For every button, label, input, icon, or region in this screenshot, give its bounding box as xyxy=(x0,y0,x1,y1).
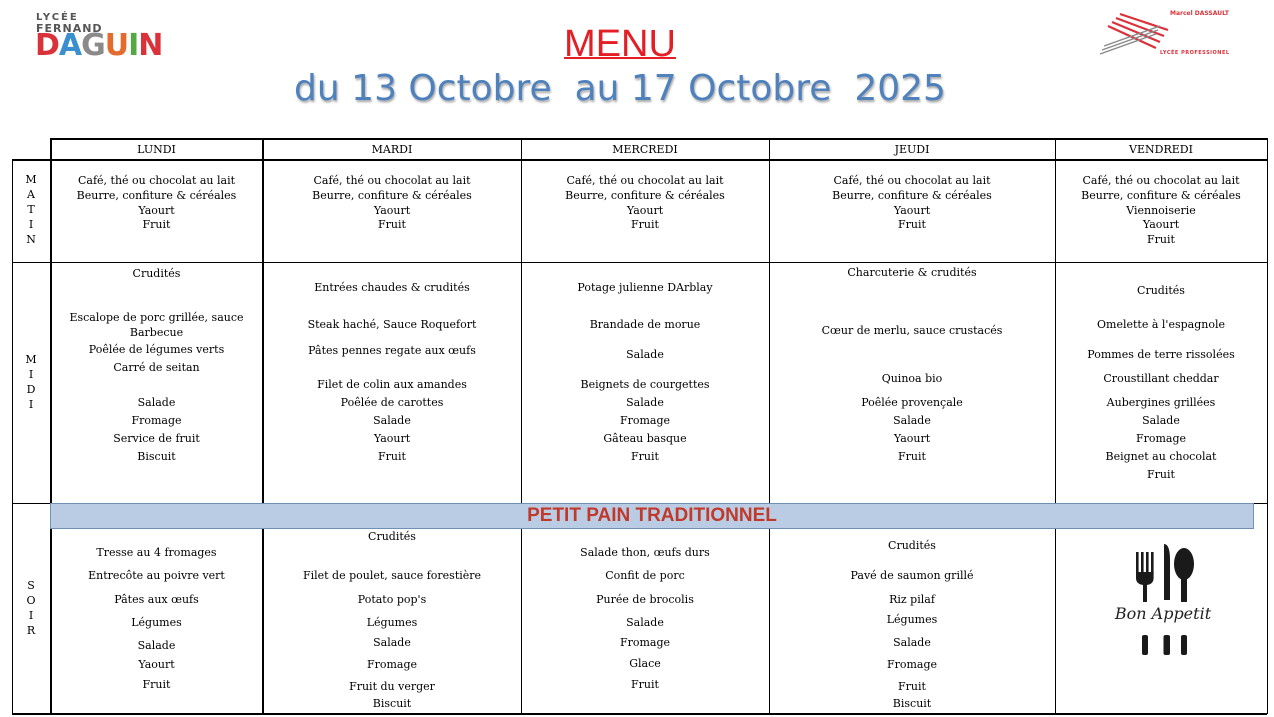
row-label-letter: R xyxy=(26,624,36,637)
midi-menu-item: Poêlée provençale xyxy=(861,396,963,409)
logo-lycee-pro: LYCÉE PROFESSIONEL xyxy=(1160,50,1230,56)
midi-menu-item: Beignet au chocolat xyxy=(1105,450,1217,463)
soir-menu-item: Fromage xyxy=(886,658,938,671)
matin-menu-item: Beurre, confiture & céréales xyxy=(565,189,725,202)
midi-menu-item: Cœur de merlu, sauce crustacés xyxy=(821,324,1003,337)
row-label-letter: I xyxy=(28,218,34,231)
midi-menu-item: Pommes de terre rissolées xyxy=(1087,348,1235,361)
matin-menu-item: Café, thé ou chocolat au lait xyxy=(566,174,724,187)
logo-letter: A xyxy=(58,28,82,63)
matin-menu-item: Yaourt xyxy=(1142,218,1180,231)
matin-menu-item: Café, thé ou chocolat au lait xyxy=(833,174,991,187)
matin-menu-item: Fruit xyxy=(378,218,406,231)
soir-menu-item: Riz pilaf xyxy=(889,593,935,606)
midi-menu-item: Beignets de courgettes xyxy=(580,378,710,391)
petit-pain-banner: PETIT PAIN TRADITIONNEL xyxy=(50,503,1254,529)
soir-menu-item: Biscuit xyxy=(372,697,412,710)
midi-menu-item: Salade xyxy=(137,396,176,409)
logo-letter: N xyxy=(138,28,163,63)
midi-menu-item: Potage julienne DArblay xyxy=(577,281,713,294)
midi-menu-item: Crudités xyxy=(132,267,181,280)
matin-menu-item: Beurre, confiture & céréales xyxy=(832,189,992,202)
soir-menu-item: Légumes xyxy=(886,613,938,626)
logo-letter: U xyxy=(104,28,129,63)
midi-menu-item: Brandade de morue xyxy=(589,318,701,331)
soir-menu-item: Pavé de saumon grillé xyxy=(850,569,974,582)
midi-menu-item: Steak haché, Sauce Roquefort xyxy=(307,318,477,331)
soir-menu-item: Confit de porc xyxy=(605,569,685,582)
soir-menu-item: Glace xyxy=(629,657,661,670)
soir-menu-item: Crudités xyxy=(368,530,416,543)
row-label-matin xyxy=(12,172,50,247)
row-label-letter: O xyxy=(26,594,36,607)
matin-menu-item: Beurre, confiture & céréales xyxy=(312,189,472,202)
midi-menu-item: Salade xyxy=(626,396,664,409)
logo-line-lycee: LYCÉE xyxy=(36,12,79,23)
day-header-lundi: LUNDI xyxy=(137,143,176,156)
row-label-letter: D xyxy=(26,383,36,396)
page-subtitle: du 13 Octobre au 17 Octobre 2025 xyxy=(294,68,946,109)
row-label-letter: S xyxy=(27,579,35,592)
grid-line xyxy=(50,138,1267,140)
soir-menu-item: Purée de brocolis xyxy=(596,593,694,606)
midi-menu-item: Poêlée de légumes verts xyxy=(88,343,225,356)
soir-menu-item: Salade thon, œufs durs xyxy=(580,546,710,559)
midi-menu-item: Crudités xyxy=(1137,284,1185,297)
grid-line xyxy=(1267,138,1268,714)
soir-menu-item: Pâtes aux œufs xyxy=(114,593,199,606)
soir-menu-item: Légumes xyxy=(366,616,418,629)
logo-dassault-name: Marcel DASSAULT xyxy=(1170,10,1230,17)
day-header-mercredi: MERCREDI xyxy=(612,143,678,156)
logo-line-fernand: FERNAND xyxy=(36,22,103,35)
soir-menu-item: Fruit du verger xyxy=(349,680,435,693)
row-label-letter: T xyxy=(27,203,35,216)
matin-menu-item: Yaourt xyxy=(138,204,175,217)
midi-menu-item: Fruit xyxy=(378,450,406,463)
midi-menu-item: Croustillant cheddar xyxy=(1103,372,1219,385)
midi-menu-item: Gâteau basque xyxy=(603,432,687,445)
logo-letter: G xyxy=(81,28,105,63)
grid-line xyxy=(12,262,1267,263)
midi-menu-item: Salade xyxy=(373,414,411,427)
midi-menu-item: Fromage xyxy=(1135,432,1187,445)
row-label-midi xyxy=(12,352,50,412)
midi-menu-item: Entrées chaudes & crudités xyxy=(314,281,470,294)
midi-menu-item: Yaourt xyxy=(893,432,931,445)
midi-menu-item: Salade xyxy=(626,348,664,361)
midi-menu-item: Service de fruit xyxy=(113,432,200,445)
row-label-letter: M xyxy=(25,173,37,186)
matin-menu-item: Fruit xyxy=(898,218,926,231)
midi-menu-item: Biscuit xyxy=(137,450,176,463)
logo-letter: D xyxy=(35,28,59,63)
midi-menu-item: Carré de seitan xyxy=(113,361,200,374)
row-label-letter: N xyxy=(26,233,36,246)
day-header-jeudi: JEUDI xyxy=(894,143,930,156)
soir-menu-item: Salade xyxy=(893,636,931,649)
midi-menu-item: Fruit xyxy=(631,450,659,463)
logo-letter: I xyxy=(128,28,139,63)
midi-menu-item: Fruit xyxy=(1147,468,1175,481)
soir-menu-item: Fruit xyxy=(898,680,926,693)
cutlery-icon xyxy=(1110,540,1216,660)
midi-menu-item: Salade xyxy=(893,414,931,427)
midi-menu-item: Quinoa bio xyxy=(881,372,943,385)
matin-menu-item: Yaourt xyxy=(373,204,411,217)
row-label-letter: I xyxy=(28,398,34,411)
matin-menu-item: Fruit xyxy=(1147,233,1175,246)
midi-menu-item: Yaourt xyxy=(373,432,411,445)
midi-menu-item: Aubergines grillées xyxy=(1106,396,1216,409)
soir-menu-item: Salade xyxy=(626,616,664,629)
bon-appetit-text: Bon Appetit xyxy=(1114,604,1212,623)
grid-line xyxy=(12,713,1267,715)
row-label-letter: A xyxy=(27,188,35,201)
matin-menu-item: Yaourt xyxy=(626,204,664,217)
soir-menu-item: Potato pop's xyxy=(357,593,427,606)
soir-menu-item: Salade xyxy=(137,639,176,652)
matin-menu-item: Beurre, confiture & céréales xyxy=(1081,189,1241,202)
soir-menu-item: Filet de poulet, sauce forestière xyxy=(302,569,482,582)
soir-menu-item: Yaourt xyxy=(138,658,175,671)
soir-menu-item: Salade xyxy=(373,636,411,649)
day-header-mardi: MARDI xyxy=(371,143,413,156)
midi-menu-item: Fromage xyxy=(619,414,671,427)
soir-menu-item: Fruit xyxy=(142,678,171,691)
soir-menu-item: Fruit xyxy=(631,678,659,691)
bon-appetit-illustration xyxy=(1110,540,1216,660)
midi-menu-item: Fruit xyxy=(898,450,926,463)
soir-menu-item: Biscuit xyxy=(892,697,932,710)
grid-line xyxy=(12,159,1267,161)
midi-menu-item: Charcuterie & crudités xyxy=(847,266,977,279)
soir-menu-item: Fromage xyxy=(619,636,671,649)
soir-menu-item: Crudités xyxy=(888,539,936,552)
midi-menu-item: Salade xyxy=(1142,414,1180,427)
midi-menu-item: Filet de colin aux amandes xyxy=(317,378,467,391)
matin-menu-item: Café, thé ou chocolat au lait xyxy=(313,174,471,187)
row-label-letter: I xyxy=(28,609,34,622)
row-label-letter: I xyxy=(28,368,34,381)
midi-menu-item: Pâtes pennes regate aux œufs xyxy=(308,344,476,357)
matin-menu-item: Yaourt xyxy=(893,204,931,217)
midi-menu-item: Escalope de porc grillée, sauce Barbecue xyxy=(69,311,244,339)
midi-menu-item: Omelette à l'espagnole xyxy=(1097,318,1225,331)
soir-menu-item: Tresse au 4 fromages xyxy=(96,546,217,559)
soir-menu-item: Entrecôte au poivre vert xyxy=(88,569,225,582)
midi-menu-item: Fromage xyxy=(131,414,182,427)
row-label-letter: M xyxy=(25,353,37,366)
matin-menu-item: Viennoiserie xyxy=(1126,204,1196,217)
row-label-soir xyxy=(12,578,50,638)
midi-menu-item: Poêlée de carottes xyxy=(340,396,444,409)
page-title: MENU xyxy=(564,23,676,65)
matin-menu-item: Café, thé ou chocolat au lait xyxy=(77,174,236,187)
soir-menu-item: Légumes xyxy=(131,616,182,629)
matin-menu-item: Fruit xyxy=(631,218,659,231)
day-header-vendredi: VENDREDI xyxy=(1129,143,1193,156)
soir-menu-item: Fromage xyxy=(366,658,418,671)
matin-menu-item: Beurre, confiture & céréales xyxy=(76,189,237,202)
matin-menu-item: Café, thé ou chocolat au lait xyxy=(1082,174,1240,187)
matin-menu-item: Fruit xyxy=(142,218,171,231)
